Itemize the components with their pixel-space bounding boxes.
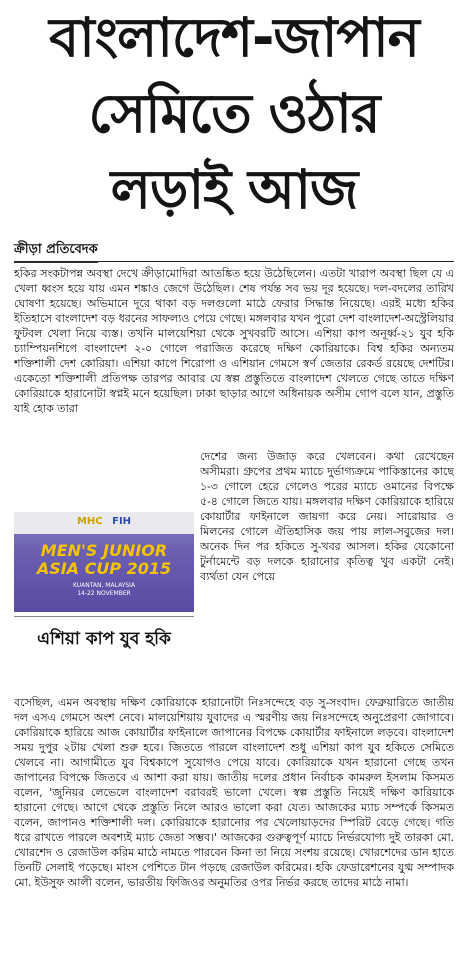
paragraph: হকির সংকটাপন্ন অবস্থা দেখে ক্রীড়ামোদিরা আতঙ্কিত হয়ে উঠেছিলেন। এতটা খারাপ অবস্থা ছিল যে এ খেলা ধ্বংস হয়ে যায় এমন শঙ্কাও জেগে উঠেছিল। শেষ পর্যন্ত সব ভয় দূর হয়েছে। দল-বদলের তারিখ ঘোষণা হয়েছে। অভিমানে দূরে থাকা বড় দলগুলো মাঠে ফেরার সিদ্ধান্ত নিয়েছে। এরই মধ্যে হকির ইতিহাসে বাংলাদেশ বড় ধরনের সাফল্যও পেয়ে গেছে। মঙ্গলবার যখন পুরো দেশ বাংলাদেশ-অস্ট্রেলিয়ার ফুটবল খেলা নিয়ে ব্যস্ত। তখনি মালয়েশিয়া থেকে সুখবরটি আসে। এশিয়া কাপ অনূর্ধ্ব-২১ যুব হকি চ্যাম্পিয়নশিপে বাংলাদেশ ২-০ গোলে পরাজিত করেছে দক্ষিণ কোরিয়াকে। বিশ্ব হকির অন্যতম শক্তিশালী দেশ কোরিয়া। এশিয়া কাপে শিরোপা ও এশিয়ান গেমসে স্বর্ণ জেতার রেকর্ড রয়েছে দেশটির। একেতো শক্তিশালী প্রতিপক্ষ তারপর আবার যে স্বল্প প্রস্তুতিতে বাংলাদেশ খেলতে গেছে তাতে দক্ষিণ কোরিয়াকে হারানোটা স্বপ্নই মনে হয়েছিল। ঢাকা ছাড়ার আগে অধিনায়ক অসীম গোপ বলে যান, প্রস্তুতি যাই হোক তারা (14, 267, 454, 415)
mhc-logo: MHC (76, 516, 103, 527)
photo-caption: এশিয়া কাপ যুব হকি (37, 629, 171, 649)
banner-title: MEN'S JUNIOR ASIA CUP 2015 (36, 541, 172, 578)
divider (14, 261, 454, 262)
headline-line-3: লড়াই আজ (110, 158, 358, 221)
tournament-banner-image (14, 512, 194, 612)
paragraph: বসেছিল, এমন অবস্থায় দক্ষিণ কোরিয়াকে হারানোটা নিঃসন্দেহে বড় সু-সংবাদ। ফেব্রুয়ারিতে জাতীয় দল এসএ গেমসে অংশ নেবে। মালয়েশিয়ায় যুবাদের এ স্মরণীয় জয় নিঃসন্দেহে অনুপ্রেরণা জোগাবে। কোরিয়াকে হারিয়ে আজ কোয়ার্টার ফাইনালে জাপানের বিপক্ষে কোয়ার্টার ফাইনালে লড়বে। বাংলাদেশ সময় দুপুর ২টায় খেলা শুরু হবে। জিততে পারলে বাংলাদেশ শুধু এশিয়া কাপ যুব হকিতে সেমিতে খেলবে না। আগামীতে যুব বিশ্বকাপে সুযোগও পেয়ে যাবে। কোরিয়াকে যখন হারানো গেছে তখন জাপানের বিপক্ষে জিতবে এ আশা করা যায়। জাতীয় দলের প্রধান নির্বাচক কামরুল ইসলাম কিসমত বলেন, 'জুনিয়র লেভেলে বাংলাদেশ বরাবরই ভালো খেলে। স্বল্প প্রস্তুতি নিয়েই দক্ষিণ কারিয়াকে হারানো গেছে। আগে থেকে প্রস্তুতি নিলে আরও ভালো করা যেত। আজকের ম্যাচ সম্পর্কে কিসমত বলেন, জাপানও শক্তিশালী দল। কোরিয়াকে হারানোর পর খেলোয়াড়দের স্পিরিট বেড়ে গেছে। গতি ধরে রাখতে পারলে অবশ্যই ম্যাচ জেতা সম্ভব।' আজকের গুরুত্বপূর্ণ ম্যাচে নির্ভরযোগ্য দুই তারকা মো. খোরশেদ ও রেজাউল করিম মাঠে নামতে পারবেন কিনা তা নিয়ে সংশয় রয়েছে। খোরশেদের ডান হাতে তিনটি সেলাই পড়েছে। মাংস পেশিতে টান পড়ছে রেজাউল করিমের। হকি ফেডারেশনের যুগ্ম সম্পাদক মো. ইউসুফ আলী বলেন, ভারতীয় ফিজিওর অনুমতির ওপর নির্ভর করছে তাদের মাঠে নামা। (14, 696, 454, 889)
headline-line-2: সেমিতে ওঠার (88, 82, 380, 145)
headline-line-1: বাংলাদেশ-জাপান (49, 6, 419, 69)
caption-divider (14, 616, 194, 617)
headline (0, 0, 468, 238)
article-body-top (14, 266, 454, 446)
banner-dates: 14-22 NOVEMBER (77, 590, 131, 597)
article-body-bottom (14, 695, 454, 971)
article-body-side (200, 449, 454, 694)
fih-logo: FIH (112, 516, 132, 527)
byline: ক্রীড়া প্রতিবেদক (14, 240, 98, 263)
banner-location: KUANTAN, MALAYSIA (72, 582, 136, 589)
banner-logos (14, 516, 194, 527)
banner-subtitle (14, 582, 194, 598)
paragraph: দেশের জন্য উজাড় করে খেলবেন। কথা রেখেছেন অসীমরা। গ্রুপের প্রথম ম্যাচে দুর্ভাগ্যক্রমে পাকিস্তানের কাছে ১-৩ গোলে হেরে গেলেও পরের ম্যাচে ওমানের বিপক্ষে ৫-৪ গোলে জিতে যায়। মঙ্গলবার দক্ষিণ কোরিয়াকে হারিয়ে কোয়ার্টার ফাইনালে জায়গা করে নেয়। সারোয়ার ও মিলনের গোলে ঐতিহাসিক জয় পায় লাল-সবুজের দল। অনেক দিন পর হকিতে সু-খবর আসল। হকির যেকোনো টুর্নামেন্টে বড় দলকে হারানোর কৃতিত্ব খুব একটা নেই। ব্যর্থতা যেন পেয়ে (200, 450, 454, 583)
